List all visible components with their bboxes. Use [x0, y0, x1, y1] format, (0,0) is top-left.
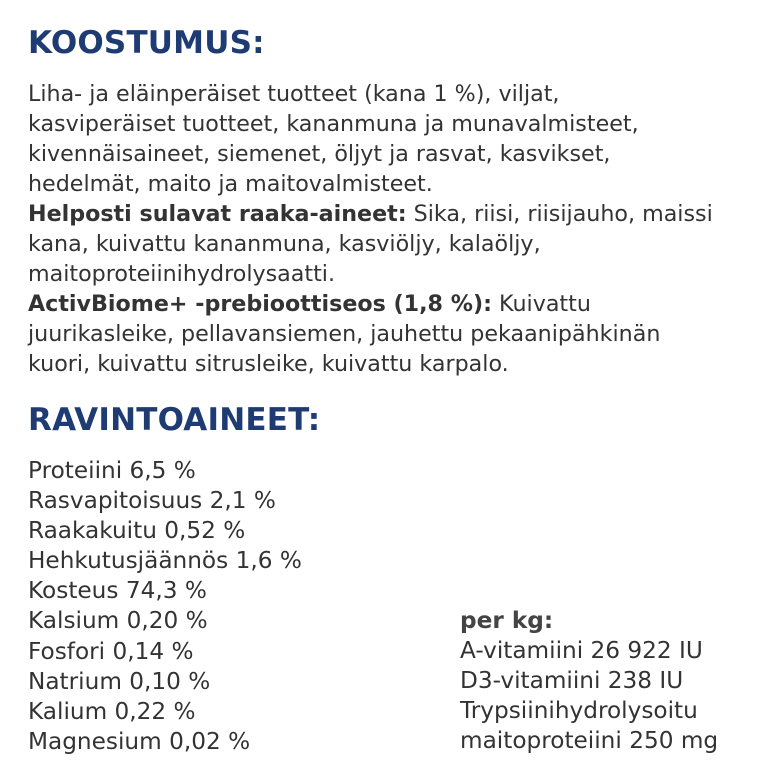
composition-line	[28, 319, 780, 349]
composition-line-text: kana, kuivattu kananmuna, kasviöljy, kalaöljy,	[28, 231, 541, 257]
composition-line	[28, 199, 780, 229]
nutrients-heading: RAVINTOAINEET:	[28, 402, 321, 438]
composition-text	[28, 79, 780, 379]
nutrient-item: Kalium 0,22 %	[28, 697, 196, 725]
composition-line	[28, 259, 780, 289]
nutrient-list	[28, 456, 302, 757]
per-kg-item: A-vitamiini 26 922 IU	[460, 637, 703, 665]
per-kg-item: D3-vitamiini 238 IU	[460, 667, 684, 695]
nutrient-item: Magnesium 0,02 %	[28, 727, 251, 755]
composition-line-text: kivennäisaineet, siemenet, öljyt ja rasvat, kasvikset,	[28, 141, 611, 167]
composition-line-text: Sika, riisi, riisijauho, maissi	[406, 201, 713, 227]
composition-line-text: kuori, kuivattu sitrusleike, kuivattu karpalo.	[28, 351, 509, 377]
composition-line-text: Liha- ja eläinperäiset tuotteet (kana 1 %), viljat,	[28, 81, 560, 107]
composition-line	[28, 109, 780, 139]
per-kg-block	[460, 606, 718, 756]
composition-line-text: maitoproteiinihydrolysaatti.	[28, 261, 335, 287]
composition-line-text: kasviperäiset tuotteet, kananmuna ja munavalmisteet,	[28, 111, 639, 137]
composition-line	[28, 79, 780, 109]
composition-line-text: hedelmät, maito ja maitovalmisteet.	[28, 171, 433, 197]
per-kg-item: maitoproteiini 250 mg	[460, 727, 719, 755]
nutrient-item: Raakakuitu 0,52 %	[28, 517, 246, 545]
nutrient-item: Natrium 0,10 %	[28, 667, 211, 695]
nutrient-item: Hehkutusjäännös 1,6 %	[28, 547, 302, 575]
composition-line	[28, 139, 780, 169]
composition-line	[28, 289, 780, 319]
composition-line	[28, 349, 780, 379]
per-kg-list	[460, 636, 718, 756]
composition-line	[28, 229, 780, 259]
composition-line-text: Kuivattu	[491, 291, 591, 317]
composition-line-label: Helposti sulavat raaka-aineet:	[28, 201, 407, 227]
per-kg-title: per kg:	[460, 607, 554, 634]
composition-line-text: juurikasleike, pellavansiemen, jauhettu pekaanipähkinän	[28, 321, 661, 347]
composition-line	[28, 169, 780, 199]
nutrient-item: Kosteus 74,3 %	[28, 577, 207, 605]
nutrient-item: Rasvapitoisuus 2,1 %	[28, 487, 276, 515]
nutrient-item: Fosfori 0,14 %	[28, 637, 194, 665]
nutrient-item: Proteiini 6,5 %	[28, 457, 196, 484]
composition-line-label: ActivBiome+ -prebioottiseos (1,8 %):	[28, 291, 492, 317]
per-kg-item: Trypsiinihydrolysoitu	[460, 697, 698, 725]
composition-heading: KOOSTUMUS:	[28, 25, 265, 61]
nutrient-item: Kalsium 0,20 %	[28, 607, 208, 635]
